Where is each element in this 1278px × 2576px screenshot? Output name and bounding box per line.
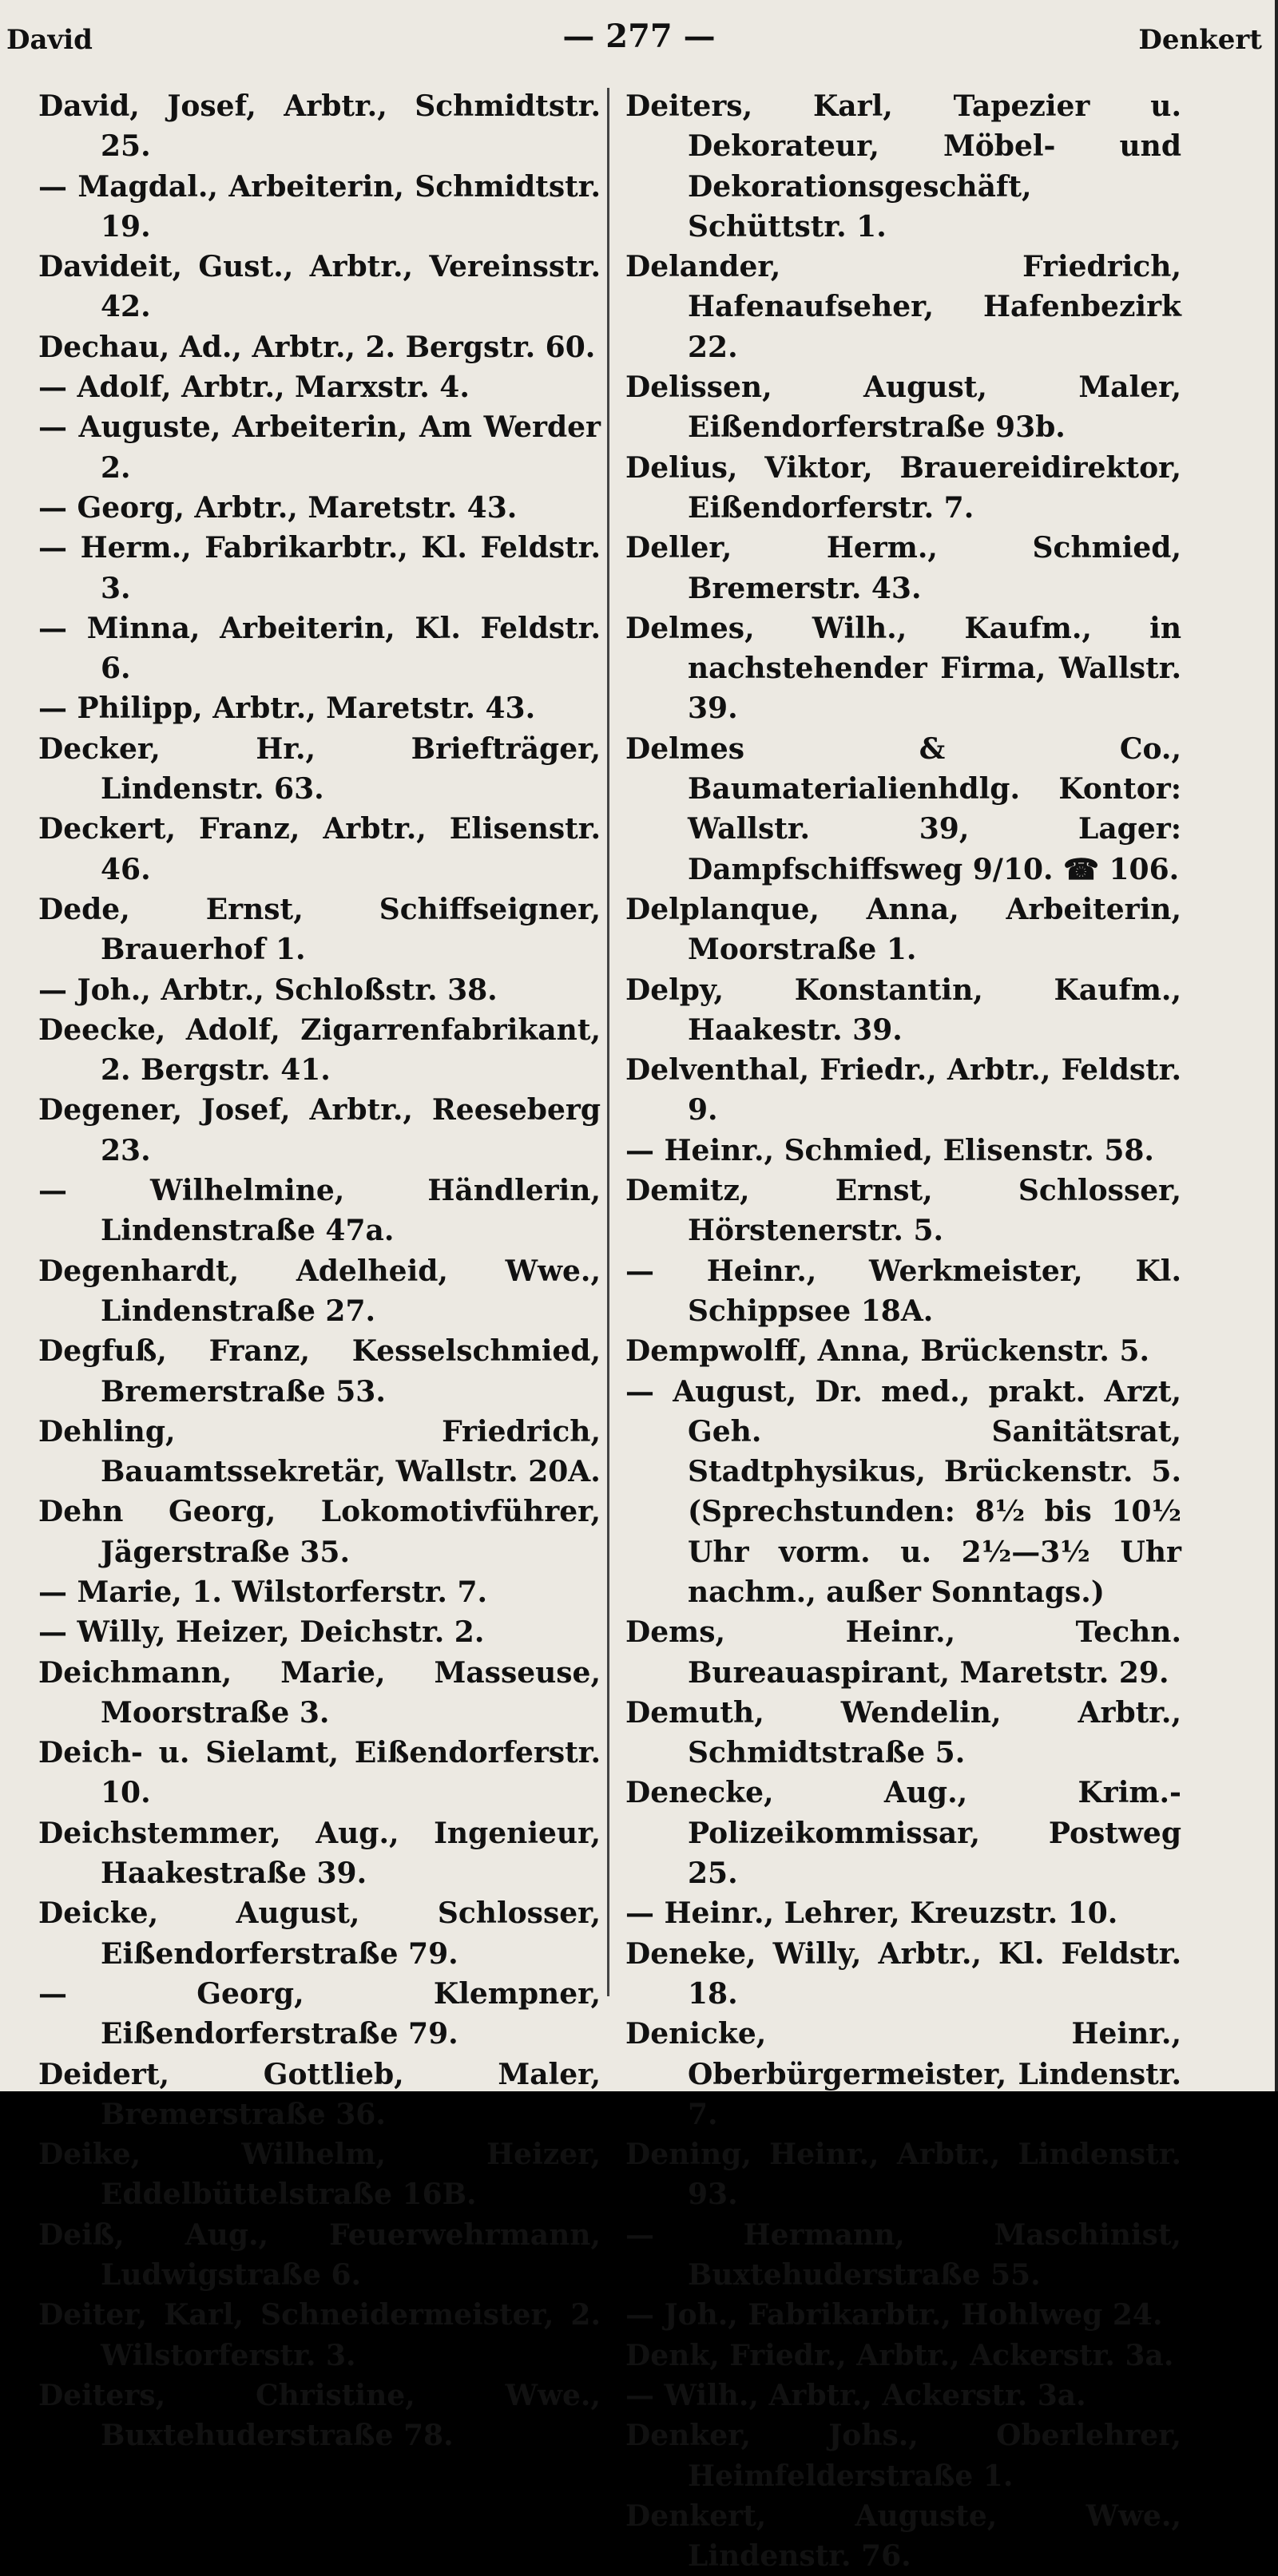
directory-entry: Degenhardt, Adelheid, Wwe., Lindenstraße 27. [38,1254,601,1328]
directory-entry: — Hermann, Maschinist, Buxtehuderstraße 55. [625,2217,1181,2293]
directory-entry: Degfuß, Franz, Kesselschmied, Bremerstraße 53. [38,1334,601,1409]
column-divider [607,88,609,1996]
directory-entry: Deiß, Aug., Feuerwehrmann, Ludwigstraße 6. [38,2217,601,2293]
directory-entry: Deike, Wilhelm, Heizer, Eddelbüttelstraße 16B. [38,2138,601,2212]
directory-entry: Deiters, Christine, Wwe., Buxtehuderstraße 78. [38,2378,601,2453]
directory-entry: — Heinr., Werkmeister, Kl. Schippsee 18A. [625,1254,1181,1328]
directory-entry: Decker, Hr., Briefträger, Lindenstr. 63. [38,731,601,806]
directory-entry: — Willy, Heizer, Deichstr. 2. [38,1615,485,1650]
directory-entry: Delmes & Co., Baumaterialienhdlg. Kontor: Wallstr. 39, Lager: Dampfschiffsweg 9/10. ☎ 106. [625,731,1181,886]
page-number: — 277 — [562,18,716,55]
directory-entry: — Marie, 1. Wilstorferstr. 7. [38,1575,488,1609]
directory-entry: Delplanque, Anna, Arbeiterin, Moorstraße 1. [625,892,1181,967]
directory-entry: — Wilh., Arbtr., Ackerstr. 3a. [625,2378,1086,2412]
directory-entry: — Philipp, Arbtr., Maretstr. 43. [38,692,536,726]
directory-entry: Denicke, Heinr., Oberbürgermeister, Lindenstr. 7. [625,2017,1181,2131]
directory-entry: Deichstemmer, Aug., Ingenieur, Haakestraße 39. [38,1816,601,1891]
directory-entry: Delissen, August, Maler, Eißendorferstraße 93b. [625,371,1181,445]
directory-entry: Davideit, Gust., Arbtr., Vereinsstr. 42. [38,250,601,324]
directory-entry: Degener, Josef, Arbtr., Reeseberg 23. [38,1093,601,1167]
directory-entry: Deiter, Karl, Schneidermeister, 2. Wilstorferstr. 3. [38,2298,601,2372]
directory-entry: Deecke, Adolf, Zigarrenfabrikant, 2. Bergstr. 41. [38,1013,601,1088]
directory-entry: Delmes, Wilh., Kaufm., in nachstehender Firma, Wallstr. 39. [625,611,1181,726]
directory-entry: Deichmann, Marie, Masseuse, Moorstraße 3. [38,1655,601,1730]
directory-entry: Deicke, August, Schlosser, Eißendorferstraße 79. [38,1896,601,1971]
directory-entry: — Auguste, Arbeiterin, Am Werder 2. [38,410,601,485]
directory-entry: Dechau, Ad., Arbtr., 2. Bergstr. 60. [38,330,596,364]
right-column [625,86,1181,2576]
directory-entry: — Georg, Arbtr., Maretstr. 43. [38,490,518,525]
directory-entry: Delander, Friedrich, Hafenaufseher, Hafenbezirk 22. [625,250,1181,364]
directory-entry: Delius, Viktor, Brauereidirektor, Eißendorferstr. 7. [625,450,1181,525]
directory-entry: — Minna, Arbeiterin, Kl. Feldstr. 6. [38,611,601,686]
directory-entry: Denkert, Auguste, Wwe., Lindenstr. 76. [625,2499,1181,2574]
directory-entry: — Georg, Klempner, Eißendorferstraße 79. [38,1976,601,2051]
directory-entry: Delventhal, Friedr., Arbtr., Feldstr. 9. [625,1053,1181,1127]
directory-entry: Denecke, Aug., Krim.-Polizeikommissar, Postweg 25. [625,1776,1181,1891]
directory-entry: — Heinr., Schmied, Elisenstr. 58. [625,1133,1154,1167]
directory-entry: Deneke, Willy, Arbtr., Kl. Feldstr. 18. [625,1936,1181,2011]
directory-entry: David, Josef, Arbtr., Schmidtstr. 25. [38,89,601,164]
directory-entry: Dening, Heinr., Arbtr., Lindenstr. 93. [625,2138,1181,2212]
directory-entry: — August, Dr. med., prakt. Arzt, Geh. Sanitätsrat, Stadtphysikus, Brückenstr. 5. (Sprechstunden: 8½ bis 10½ Uhr vorm. u. 2½—3½ Uhr nachm., außer Sonntags.) [625,1374,1181,1609]
directory-entry: Demitz, Ernst, Schlosser, Hörstenerstr. 5. [625,1174,1181,1248]
directory-entry: Dems, Heinr., Techn. Bureauaspirant, Maretstr. 29. [625,1615,1181,1690]
directory-entry: Delpy, Konstantin, Kaufm., Haakestr. 39. [625,973,1181,1047]
directory-entry: Dempwolff, Anna, Brückenstr. 5. [625,1334,1150,1369]
directory-entry: — Wilhelmine, Händlerin, Lindenstraße 47a. [38,1174,601,1248]
left-column [38,86,601,2456]
directory-entry: — Heinr., Lehrer, Kreuzstr. 10. [625,1896,1118,1931]
header-left-keyword: David [6,24,93,56]
directory-entry: Denker, Johs., Oberlehrer, Heimfelderstraße 1. [625,2419,1181,2493]
directory-entry: Deidert, Gottlieb, Maler, Bremerstraße 36. [38,2057,601,2131]
header-right-keyword: Denkert [1138,24,1262,56]
directory-entry: — Adolf, Arbtr., Marxstr. 4. [38,371,470,405]
directory-entry: Deckert, Franz, Arbtr., Elisenstr. 46. [38,812,601,886]
directory-entry: Dehling, Friedrich, Bauamtssekretär, Wallstr. 20A. [38,1414,601,1489]
directory-entry: Dehn Georg, Lokomotivführer, Jägerstraße 35. [38,1495,601,1569]
directory-entry: — Joh., Arbtr., Schloßstr. 38. [38,973,498,1007]
directory-entry: Deiters, Karl, Tapezier u. Dekorateur, Möbel- und Dekorationsgeschäft, Schüttstr. 1. [625,89,1181,244]
directory-entry: — Magdal., Arbeiterin, Schmidtstr. 19. [38,169,601,244]
directory-entry: — Herm., Fabrikarbtr., Kl. Feldstr. 3. [38,531,601,605]
page-header [0,18,1278,65]
directory-entry: Dede, Ernst, Schiffseigner, Brauerhof 1. [38,892,601,967]
directory-entry: Denk, Friedr., Arbtr., Ackerstr. 3a. [625,2338,1174,2372]
directory-entry: Deich- u. Sielamt, Eißendorferstr. 10. [38,1736,601,1810]
directory-entry: Demuth, Wendelin, Arbtr., Schmidtstraße 5. [625,1695,1181,1770]
directory-entry: — Joh., Fabrikarbtr., Hohlweg 24. [625,2298,1163,2332]
directory-entry: Deller, Herm., Schmied, Bremerstr. 43. [625,531,1181,605]
